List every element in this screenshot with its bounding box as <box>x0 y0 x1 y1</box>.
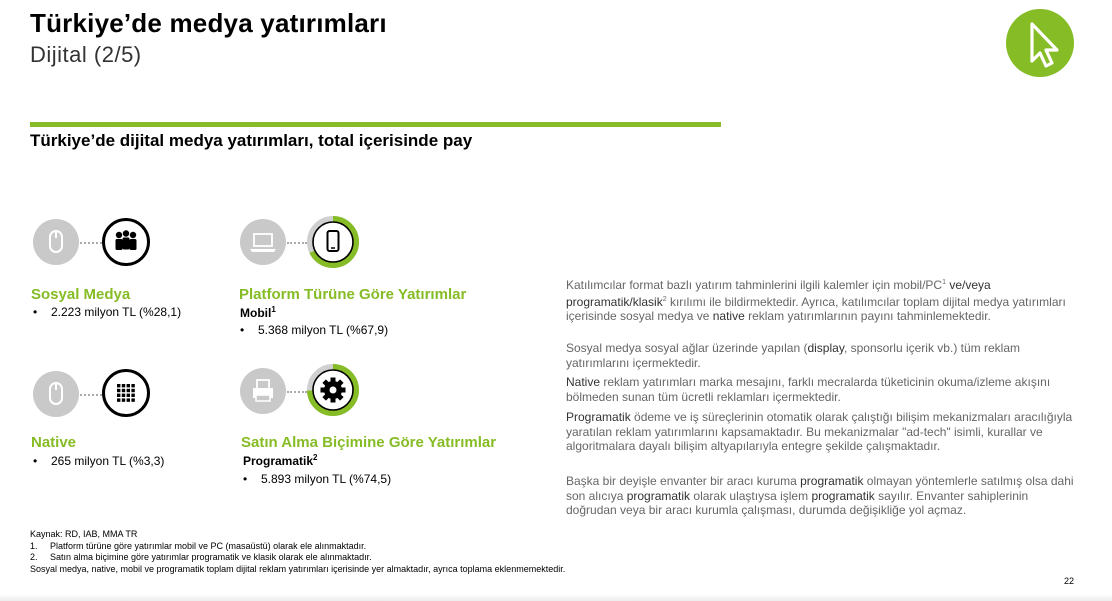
native-title: Native <box>31 434 77 451</box>
page-subtitle: Dijital (2/5) <box>30 42 142 67</box>
mouse-icon <box>33 371 79 417</box>
programatik-share-donut <box>306 363 360 417</box>
sosyal-medya-value: • 2.223 milyon TL (%28,1) <box>33 305 182 319</box>
source-line: Kaynak: RD, IAB, MMA TR <box>30 529 138 539</box>
sosyal-medya-title: Sosyal Medya <box>31 286 131 303</box>
section-title: Türkiye’de dijital medya yatırımları, total içerisinde pay <box>30 131 473 150</box>
platform-title: Platform Türüne Göre Yatırımlar <box>239 286 467 303</box>
page-title: Türkiye’de medya yatırımları <box>30 8 387 38</box>
native-value: • 265 milyon TL (%3,3) <box>33 454 165 468</box>
grid-icon <box>102 369 150 417</box>
mobile-share-donut <box>306 215 360 269</box>
satin-alma-value: • 5.893 milyon TL (%74,5) <box>243 472 392 486</box>
cursor-logo-icon <box>1006 9 1074 77</box>
connector-dots <box>80 394 102 396</box>
footnotes <box>30 529 565 575</box>
footer-shadow <box>0 594 1112 601</box>
satin-alma-title: Satın Alma Biçimine Göre Yatırımlar <box>241 434 497 451</box>
platform-value: • 5.368 milyon TL (%67,9) <box>240 323 389 337</box>
paragraph-format: Katılımcılar format bazlı yatırım tahminlerini ilgili kalemler için mobil/$PC^1$ ve/veya programatik/klasik$^2$ kırılımı ile bildirmektedir. Ayrıca, katılımcılar toplam dijital medya yatırımları içerisinde sosyal medya ve native reklam yatırımlarının payını tahminlemektedir. <box>566 278 1066 323</box>
section-divider <box>30 122 721 127</box>
printer-icon <box>240 368 286 414</box>
mouse-icon <box>33 219 79 265</box>
connector-dots <box>287 391 307 393</box>
connector-dots <box>80 242 102 244</box>
satin-alma-subhead: Programatik$^2$ <box>243 453 318 468</box>
gear-icon <box>321 378 346 403</box>
platform-subhead: Mobil$^1$ <box>240 305 276 320</box>
mobile-icon <box>328 231 339 251</box>
footnote-1: 1. Platform türüne göre yatırımlar mobil ve PC (masaüstü) olarak ele alınmaktadır. <box>30 540 367 551</box>
footnote-note: Sosyal medya, native, mobil ve programatik toplam dijital reklam yatırımları içerisinde yer almaktadır, ayrıca toplama eklenmemektedir. <box>30 563 566 574</box>
paragraph-native: Native reklam yatırımları marka mesajını, farklı mecralarda tüketicinin okuma/izleme akışını bölmeden sunan tüm ücretli reklamları içermektedir. <box>566 375 1051 404</box>
page-number: 22 <box>1064 576 1075 586</box>
paragraph-sosyal: Sosyal medya sosyal ağlar üzerinde yapılan (display, sponsorlu içerik vb.) tüm reklam yatırımlarını içermektedir. <box>566 341 1020 370</box>
connector-dots <box>287 242 307 244</box>
paragraph-programatik: Programatik ödeme ve iş süreçlerinin otomatik olarak çalıştığı bilişim mekanizmaları aracılığıyla yaratılan reklam yatırımlarını kapsamaktadır. Bu mekanizmalar "ad-tech" isimli, kurallar ve algoritmalara dayalı bilişim altyapılarıyla entegre şekilde çalışmaktadır. <box>566 410 1073 453</box>
paragraph-envanter: Başka bir deyişle envanter bir aracı kuruma programatik olmayan yöntemlerle satılmış olsa dahi son alıcıya programatik olarak ulaştıysa işlem programatik sayılır. Envanter sahiplerinin doğrudan veya bir aracı kurumla çalışması, durumda değişikliğe yol açmaz. <box>566 474 1074 517</box>
footnote-2: 2. Satın alma biçimine göre yatırımlar programatik ve klasik olarak ele alınmaktadır. <box>30 552 372 562</box>
people-icon <box>102 218 150 266</box>
laptop-icon <box>240 219 286 265</box>
